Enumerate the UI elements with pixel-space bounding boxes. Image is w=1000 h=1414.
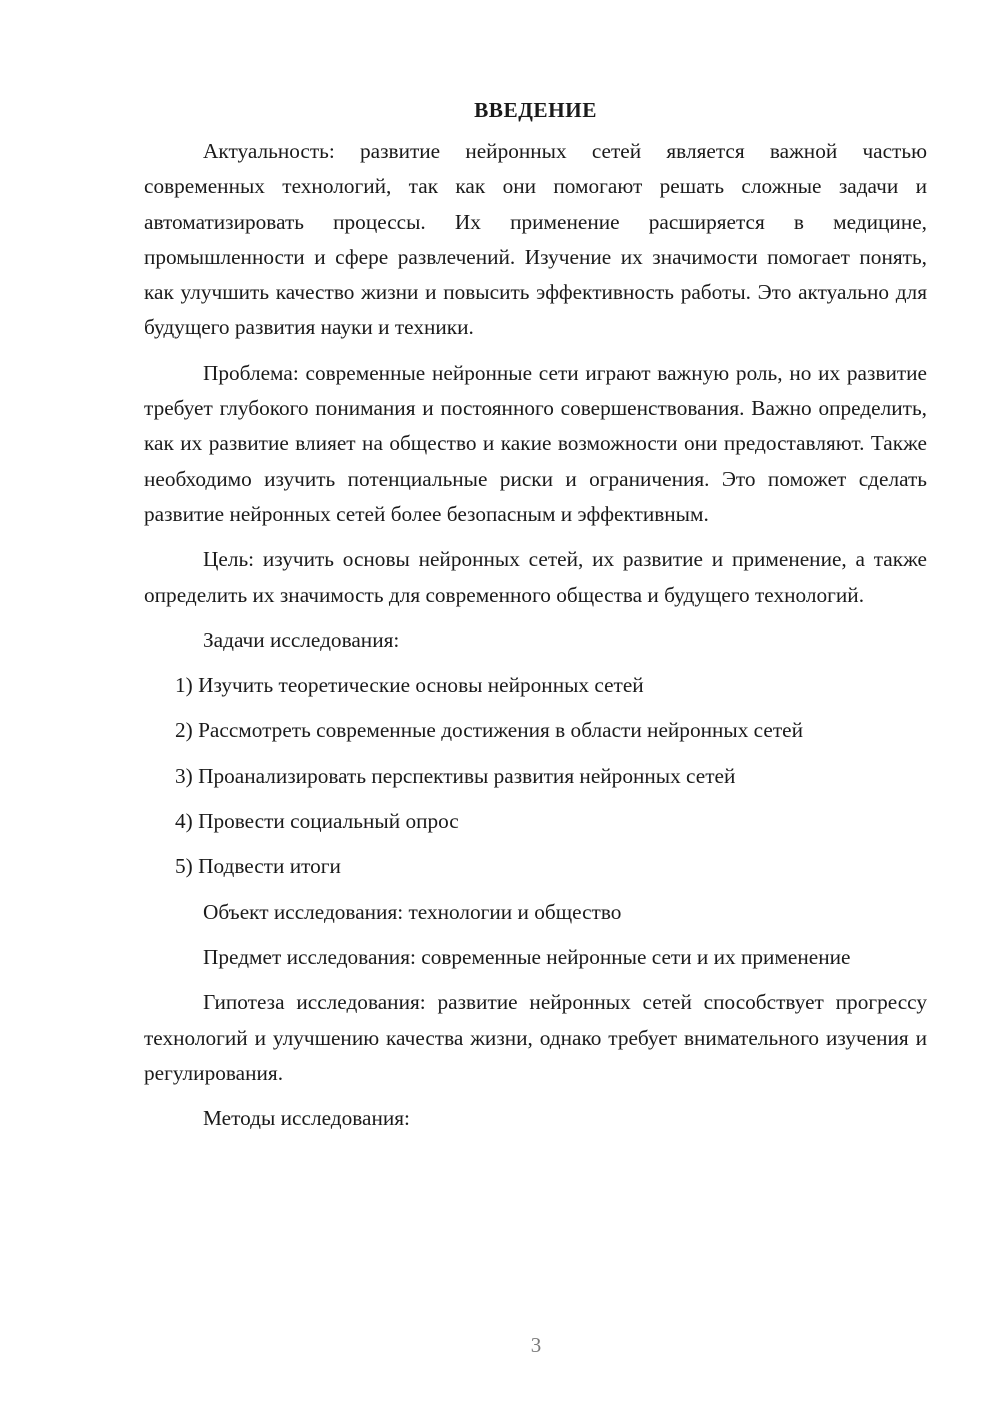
page-content xyxy=(144,93,927,1146)
section-title: ВВЕДЕНИЕ xyxy=(474,98,597,122)
hypothesis-paragraph: Гипотеза исследования: развитие нейронных сетей способствует прогрессу технологий и улучшению качества жизни, однако требует внимательного изучения и регулирования. xyxy=(144,990,927,1085)
relevance-paragraph: Актуальность: развитие нейронных сетей является важной частью современных технологий, так как они помогают решать сложные задачи и автоматизировать процессы. Их применение расширяется в медицине, промышленности и сфере развлечений. Изучение их значимости помогает понять, как улучшить качество жизни и повысить эффективность работы. Это актуально для будущего развития науки и техники. xyxy=(144,139,927,340)
task-item: 3) Проанализировать перспективы развития нейронных сетей xyxy=(175,763,736,788)
object-paragraph: Объект исследования: технологии и общество xyxy=(203,899,622,924)
task-item: 4) Провести социальный опрос xyxy=(175,809,459,834)
task-item: 1) Изучить теоретические основы нейронных сетей xyxy=(175,673,644,698)
task-item: 2) Рассмотреть современные достижения в области нейронных сетей xyxy=(175,718,803,743)
page-number: 3 xyxy=(530,1333,542,1357)
task-item: 5) Подвести итоги xyxy=(175,854,341,879)
subject-paragraph: Предмет исследования: современные нейронные сети и их применение xyxy=(203,944,851,969)
methods-heading: Методы исследования: xyxy=(203,1106,410,1131)
tasks-heading: Задачи исследования: xyxy=(203,627,400,652)
problem-paragraph: Проблема: современные нейронные сети играют важную роль, но их развитие требует глубокого понимания и постоянного совершенствования. Важно определить, как их развитие влияет на общество и какие возможности они предоставляют. Также необходимо изучить потенциальные риски и ограничения. Это поможет сделать развитие нейронных сетей более безопасным и эффективным. xyxy=(144,360,927,526)
goal-paragraph: Цель: изучить основы нейронных сетей, их развитие и применение, а также определить их значимость для современного общества и будущего технологий. xyxy=(144,547,927,607)
tasks-list xyxy=(144,668,927,884)
